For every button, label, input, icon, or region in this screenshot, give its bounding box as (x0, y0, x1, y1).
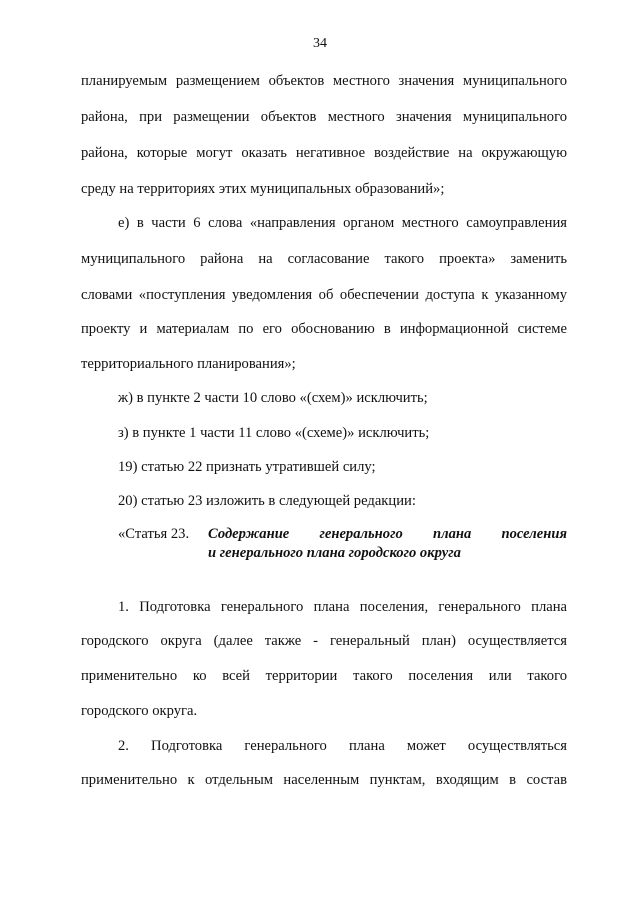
article-title-line-1: Содержание генерального плана поселения (208, 526, 567, 542)
paragraph-line: е) в части 6 слова «направления органом местного самоуправления (118, 215, 567, 231)
paragraph-line: городского округа. (81, 703, 198, 719)
list-item-20: 20) статью 23 изложить в следующей редакции: (118, 493, 416, 509)
paragraph-line: территориального планирования»; (81, 356, 296, 372)
list-item-zh: ж) в пункте 2 части 10 слово «(схем)» исключить; (118, 390, 428, 406)
paragraph-line: применительно к отдельным населенным пунктам, входящим в состав (81, 772, 567, 788)
paragraph-line: словами «поступления уведомления об обеспечении доступа к указанному (81, 287, 567, 303)
paragraph-line: 2. Подготовка генерального плана может осуществляться (118, 738, 567, 754)
paragraph-line: 1. Подготовка генерального плана поселения, генерального плана (118, 599, 567, 615)
paragraph-line: планируемым размещением объектов местного значения муниципального (81, 73, 567, 89)
paragraph-line: проекту и материалам по его обоснованию в информационной системе (81, 321, 567, 337)
paragraph-line: среду на территориях этих муниципальных образований»; (81, 181, 445, 197)
paragraph-line: применительно ко всей территории такого поселения или такого (81, 668, 567, 684)
paragraph-line: муниципального района на согласование такого проекта» заменить (81, 251, 567, 267)
paragraph-line: района, которые могут оказать негативное воздействие на окружающую (81, 145, 567, 161)
article-title-line-2: и генерального плана городского округа (208, 545, 461, 561)
paragraph-line: района, при размещении объектов местного значения муниципального (81, 109, 567, 125)
list-item-z: з) в пункте 1 части 11 слово «(схеме)» исключить; (118, 425, 430, 441)
page-number: 34 (313, 36, 327, 51)
article-number: «Статья 23. (118, 526, 190, 542)
list-item-19: 19) статью 22 признать утратившей силу; (118, 459, 376, 475)
paragraph-line: городского округа (далее также - генеральный план) осуществляется (81, 633, 567, 649)
